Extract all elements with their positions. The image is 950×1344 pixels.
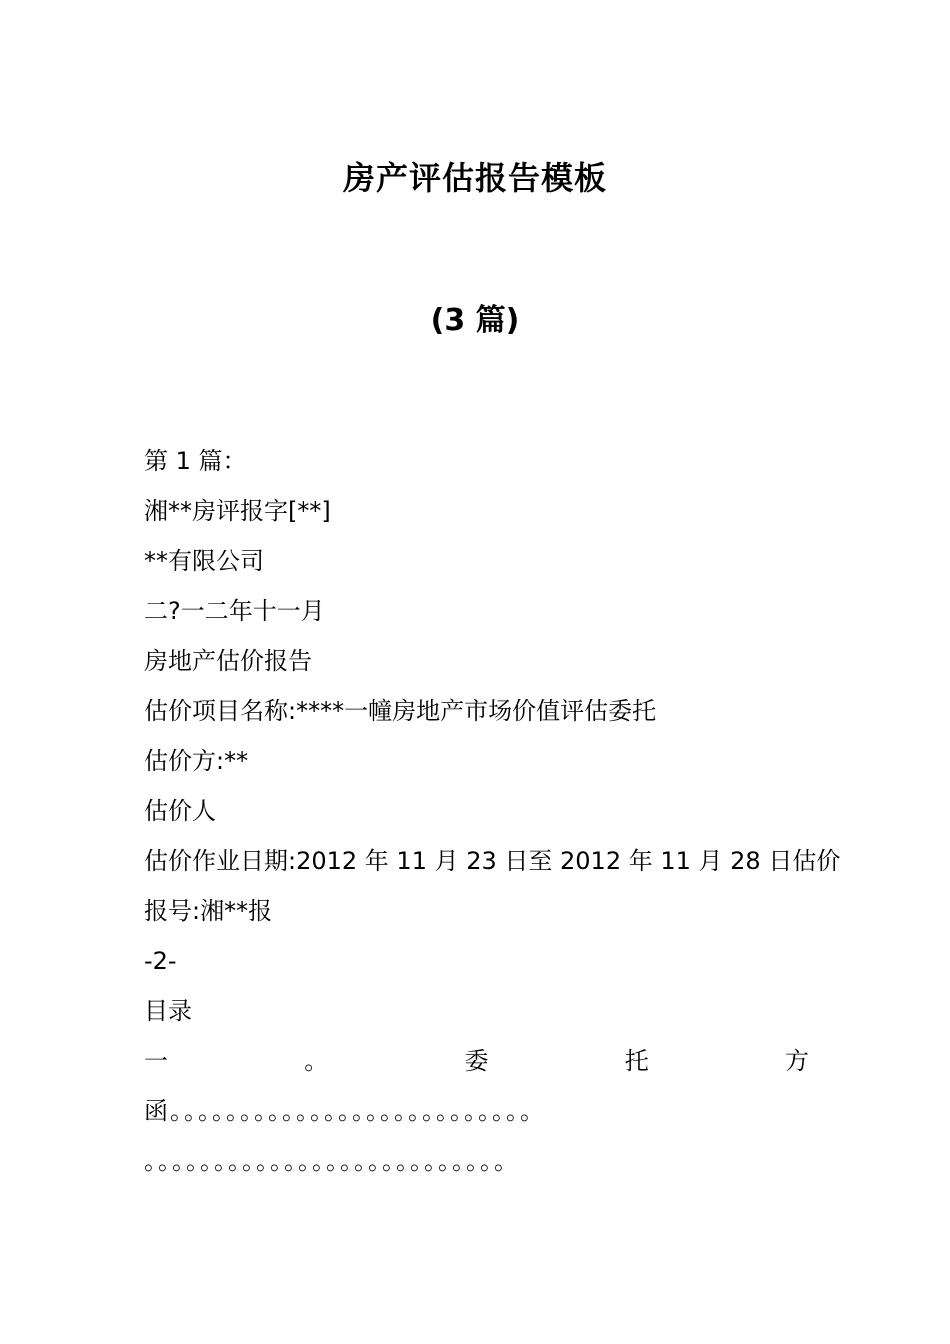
- project-name: 估价项目名称:****一幢房地产市场价值评估委托: [144, 697, 657, 725]
- report-number: 湘**房评报字[**]: [144, 497, 331, 525]
- document-subtitle: (3 篇): [430, 303, 520, 338]
- appraiser-person: 估价人: [144, 797, 216, 825]
- toc-char: 一: [144, 1047, 168, 1075]
- toc-leader-line: 。。。。。。。。。。。。。。。。。。。。。。。。。。: [144, 1147, 520, 1175]
- report-serial: 报号:湘**报: [144, 897, 273, 925]
- page-number: -2-: [144, 947, 177, 975]
- document-body: [144, 436, 841, 1186]
- appraiser-party: 估价方:**: [144, 747, 249, 775]
- toc-char: 方: [785, 1047, 809, 1075]
- work-period: 估价作业日期:2012 年 11 月 23 日至 2012 年 11 月 28 日估价: [144, 847, 841, 875]
- toc-char: 委: [464, 1047, 489, 1075]
- toc-char: 托: [624, 1047, 649, 1075]
- report-date: 二?一二年十一月: [144, 597, 325, 625]
- document-title: 房产评估报告模板: [342, 159, 607, 197]
- section-heading: 第 1 篇：: [144, 447, 247, 475]
- toc-leader-line: 函。。。。。。。。。。。。。。。。。。。。。。。。。。: [144, 1097, 546, 1125]
- toc-char: 。: [304, 1047, 329, 1075]
- toc-entry-spaced: [144, 1036, 809, 1086]
- company-name: **有限公司: [144, 547, 264, 575]
- report-type: 房地产估价报告: [144, 647, 312, 675]
- toc-heading: 目录: [144, 997, 192, 1025]
